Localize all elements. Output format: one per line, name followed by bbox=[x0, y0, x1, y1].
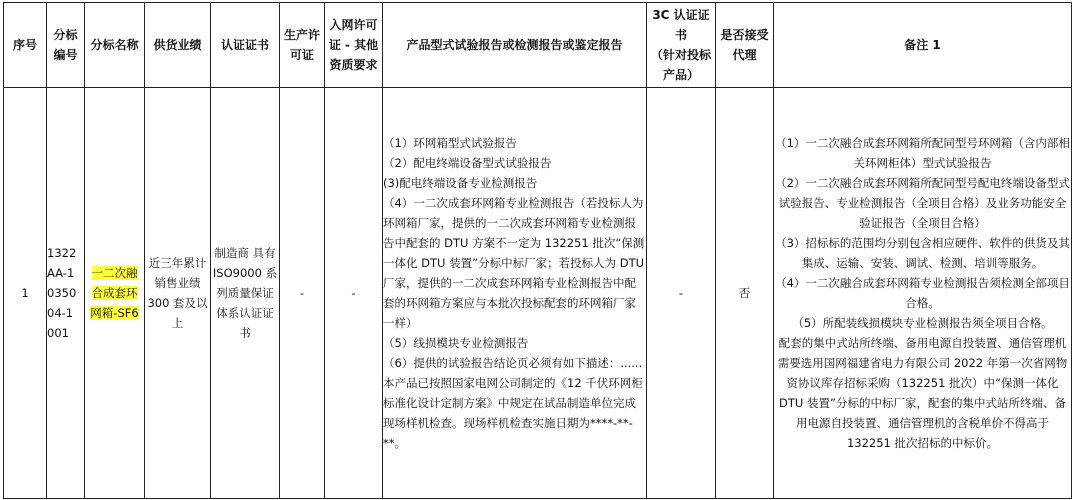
header-lot-no: 分标 编号 bbox=[47, 3, 85, 88]
cell-network-access: - bbox=[325, 88, 383, 499]
lot-name-line: 合成套环 bbox=[91, 286, 138, 300]
remark-item: （4）一二次融合成套环网箱专业检测报告须检测全部项目合格。 bbox=[775, 276, 1070, 310]
header-lot-name: 分标名称 bbox=[85, 3, 145, 88]
lot-name-line: 一二次融 bbox=[91, 266, 138, 280]
cell-lot-name bbox=[85, 88, 145, 499]
cell-production-license: - bbox=[280, 88, 325, 499]
remark-item: 配套的集中式站所终端、备用电源自投装置、通信管理机需要选用国网福建省电力有限公司 2022 年第一次省网物资协议库存招标采购（132251 批次）中“保测一体化 DTU 装置”分标的中标厂家，配套的集中式站所终端、备用电源自投装置、通信管理机的含税单价不得高于 132251 批次招标的中标价。 bbox=[777, 336, 1068, 450]
header-reports: 产品型式试验报告或检测报告或鉴定报告 bbox=[383, 3, 647, 88]
report-item: （1）环网箱型式试验报告 bbox=[383, 136, 517, 150]
lot-name-line: 网箱-SF6 bbox=[90, 306, 139, 320]
report-item: (3)配电终端设备专业检测报告 bbox=[383, 176, 538, 190]
cell-seq: 1 bbox=[4, 88, 47, 499]
cell-ccc: - bbox=[647, 88, 716, 499]
table-header-row bbox=[4, 3, 1072, 88]
cell-remark bbox=[774, 88, 1072, 499]
header-remark: 备注 1 bbox=[774, 3, 1072, 88]
remark-item: （2）一二次融合成套环网箱所配同型号配电终端设备型式试验报告、专业检测报告（全项目合格）及业务功能安全验证报告（全项目合格） bbox=[775, 176, 1070, 230]
cell-lot-no: 1322 AA-1 0350 04-1 001 bbox=[47, 88, 85, 499]
header-production-license: 生产许 可证 bbox=[280, 3, 325, 88]
header-seq: 序号 bbox=[4, 3, 47, 88]
tender-requirements-table bbox=[3, 2, 1072, 499]
cell-reports bbox=[383, 88, 647, 499]
remark-item: （5）所配装线损模块专业检测报告须全项目合格。 bbox=[792, 316, 1053, 330]
header-certificate: 认证证书 bbox=[211, 3, 280, 88]
remark-item: （1）一二次融合成套环网箱所配同型号环网箱（含内部相关环网柜体）型式试验报告 bbox=[775, 136, 1070, 170]
report-item: （4）一二次成套环网箱专业检测报告（若投标人为环网箱厂家，提供的一二次成套环网箱专业检测报告中配套的 DTU 方案不一定为 132251 批次“保测一体化 DTU 装置”分标中标厂家；若投标人为 DTU 厂家，提供的一二次成套环网箱专业检测报告中配套的环网箱方案应与本批次投标配套的环网箱厂家一样） bbox=[383, 196, 645, 330]
cell-agency: 否 bbox=[716, 88, 774, 499]
report-item: （5）线损模块专业检测报告 bbox=[383, 336, 529, 350]
header-agency: 是否接受 代理 bbox=[716, 3, 774, 88]
cell-certificate: 制造商 具有 ISO9000 系 列质量保证 体系认证证 书 bbox=[211, 88, 280, 499]
header-ccc: 3C 认证证书 （针对投标 产品） bbox=[647, 3, 716, 88]
header-network-access: 入网许可 证 - 其他 资质要求 bbox=[325, 3, 383, 88]
header-performance: 供货业绩 bbox=[145, 3, 211, 88]
remark-item: （3）招标标的范围均分别包含相应硬件、软件的供货及其集成、运输、安装、调试、检测、培训等服务。 bbox=[775, 236, 1070, 270]
report-item: （2）配电终端设备型式试验报告 bbox=[383, 156, 552, 170]
report-item: （6）提供的试验报告结论页必须有如下描述：......本产品已按照国家电网公司制定的《12 千伏环网柜标准化设计定制方案》中规定在试品制造单位完成现场样机检查。现场样机检查实施日期为****-**-**。 bbox=[383, 356, 643, 450]
cell-performance: 近三年累计 销售业绩 300 套及以 上 bbox=[145, 88, 211, 499]
table-row bbox=[4, 88, 1072, 499]
